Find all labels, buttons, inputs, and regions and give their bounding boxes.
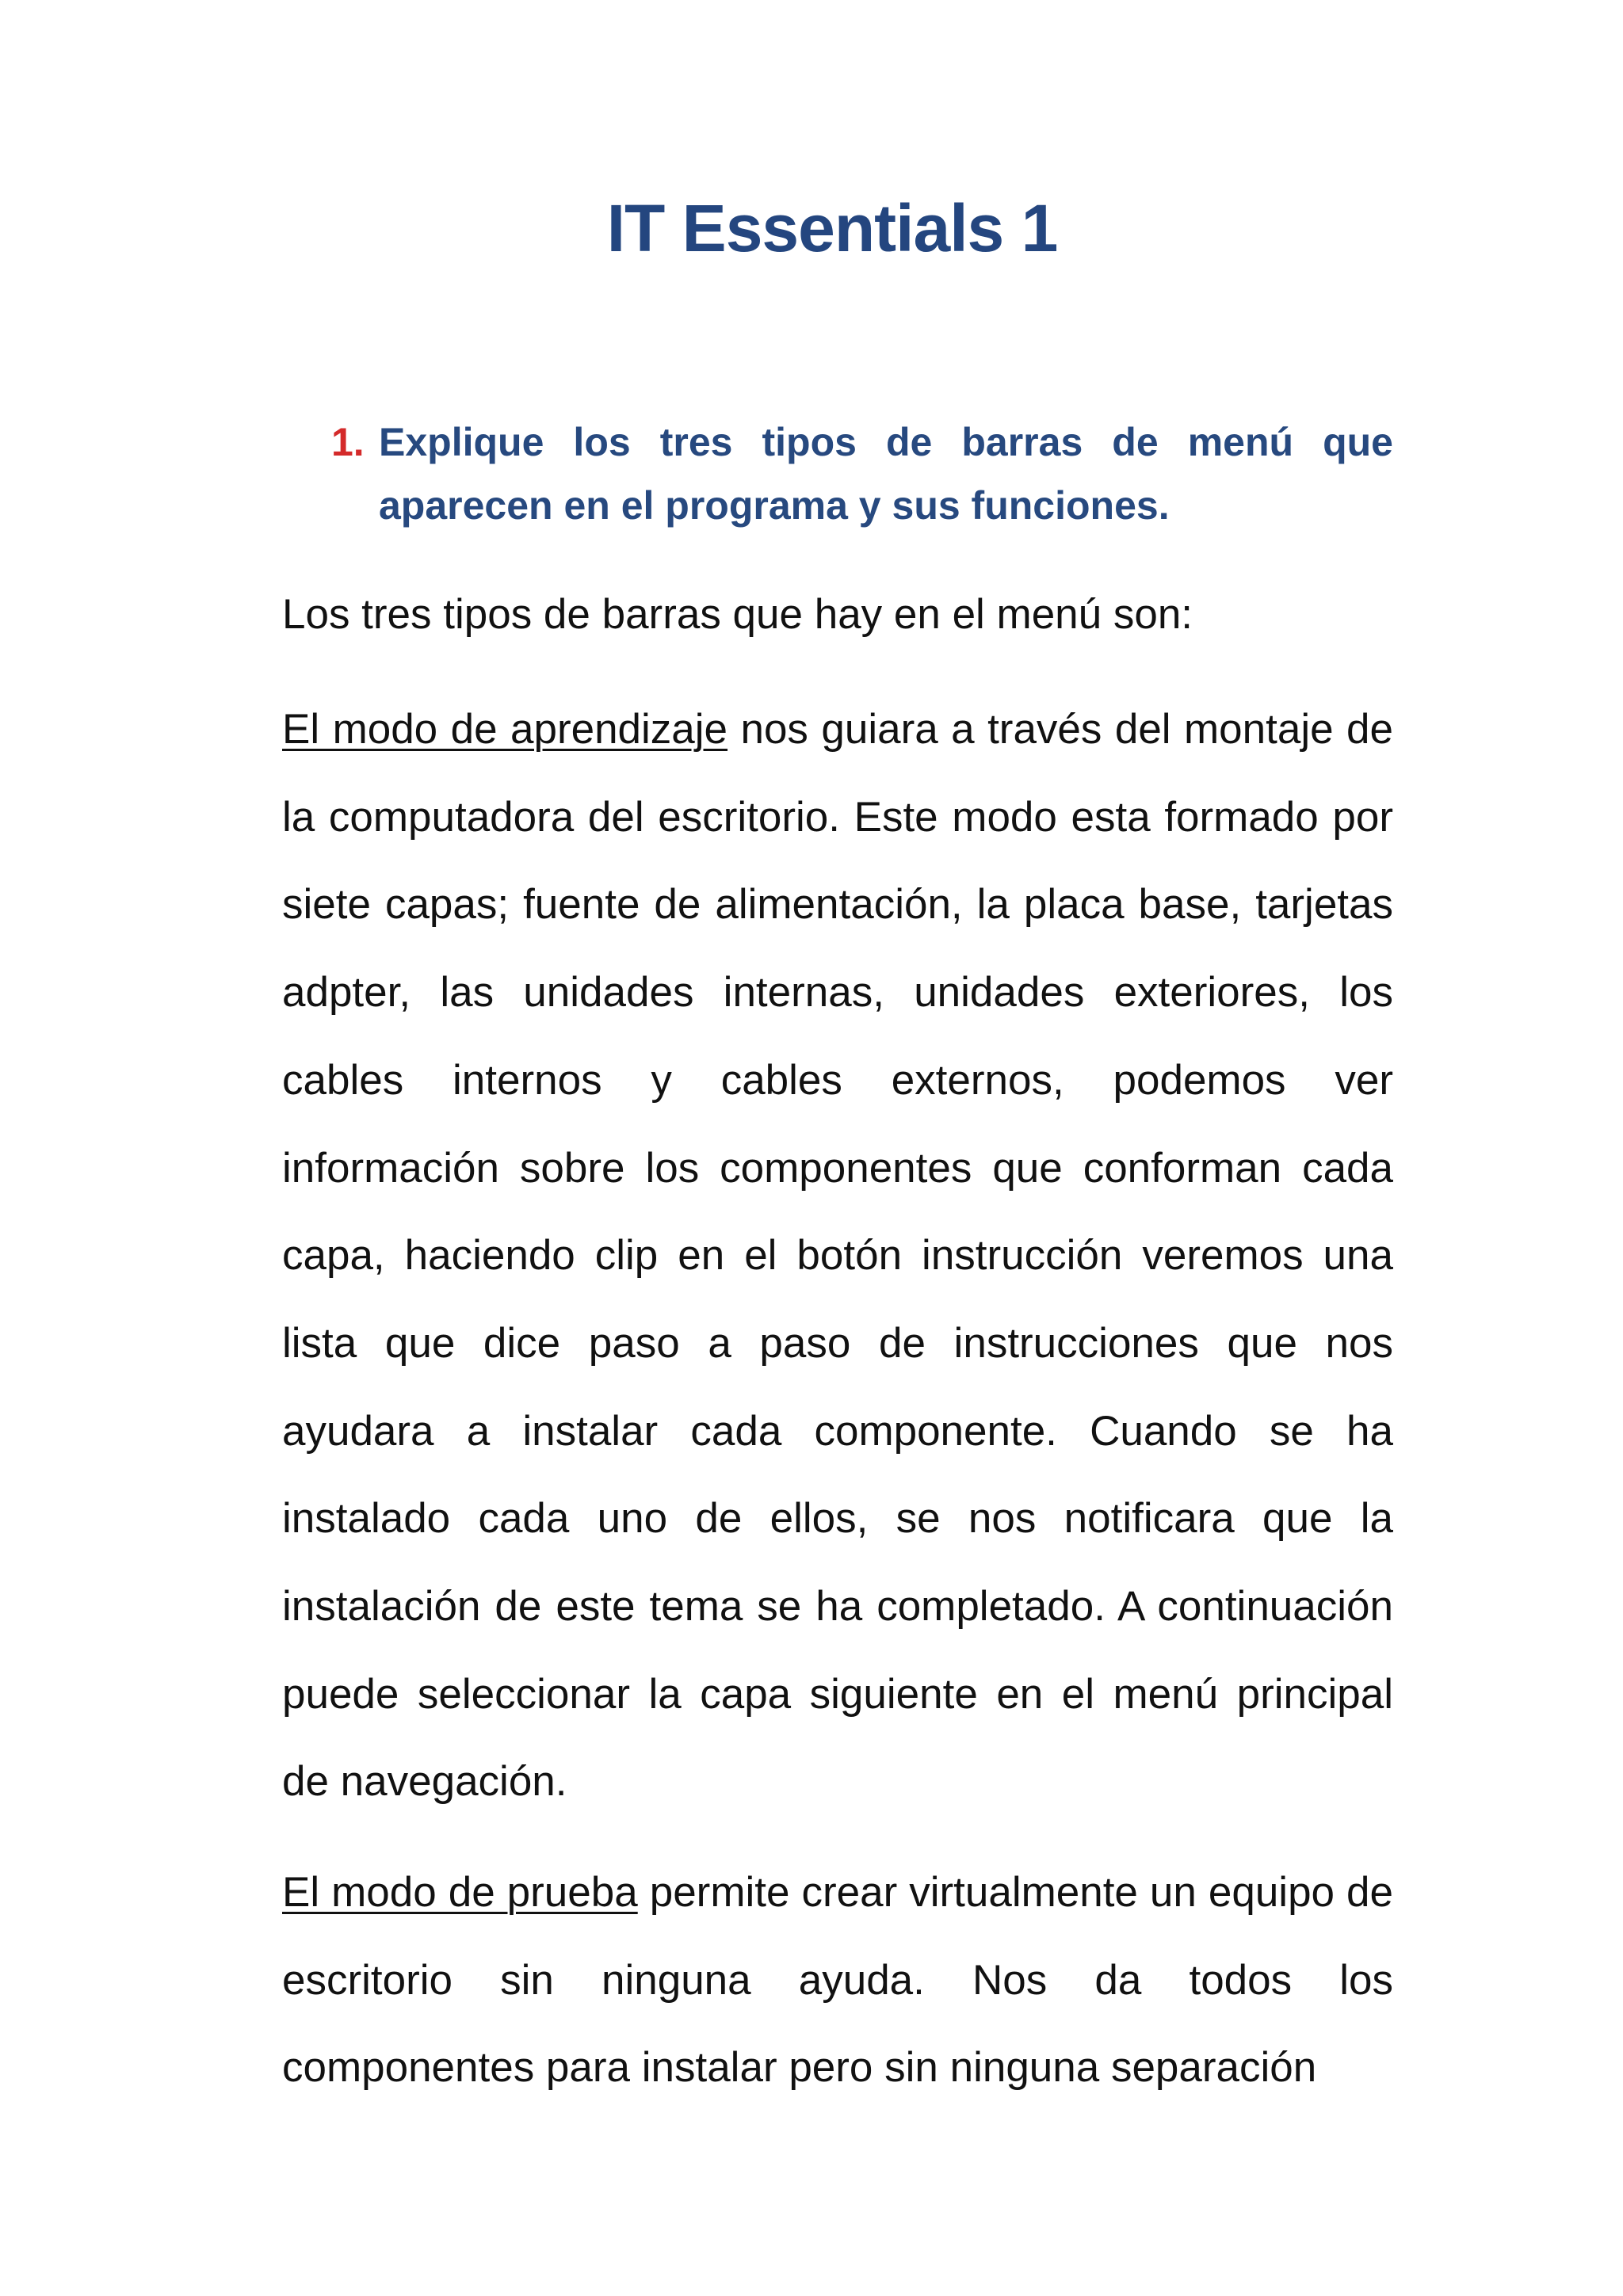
question-item bbox=[331, 410, 1393, 537]
paragraph-learning-mode-text: nos guiara a través del montaje de la computadora del escritorio. Este modo esta formado por siete capas; fuente de alimentación, la placa base, tarjetas adpter, las unidades internas, unidades exteriores, los cables internos y cables externos, podemos ver información sobre los componentes que conforman cada capa, haciendo clip en el botón instrucción veremos una lista que dice paso a paso de instrucciones que nos ayudara a instalar cada componente. Cuando se ha instalado cada uno de ellos, se nos notificara que la instalación de este tema se ha completado. A continuación puede seleccionar la capa siguiente en el menú principal de navegación. bbox=[282, 706, 1393, 1806]
term-learning-mode: El modo de aprendizaje bbox=[282, 706, 728, 753]
paragraph-learning-mode bbox=[282, 686, 1393, 1826]
term-test-mode: El modo de prueba bbox=[282, 1869, 638, 1916]
paragraph-test-mode-text: permite crear virtualmente un equipo de escritorio sin ninguna ayuda. Nos da todos los componentes para instalar pero sin ninguna separación bbox=[282, 1869, 1393, 2092]
question-number: 1. bbox=[331, 420, 365, 464]
question-text: Explique los tres tipos de barras de menú que aparecen en el programa y sus funciones. bbox=[379, 420, 1393, 528]
intro-text: Los tres tipos de barras que hay en el menú son: bbox=[282, 591, 1193, 638]
document-title: IT Essentials 1 bbox=[606, 191, 1058, 265]
paragraph-test-mode bbox=[282, 1849, 1393, 2112]
